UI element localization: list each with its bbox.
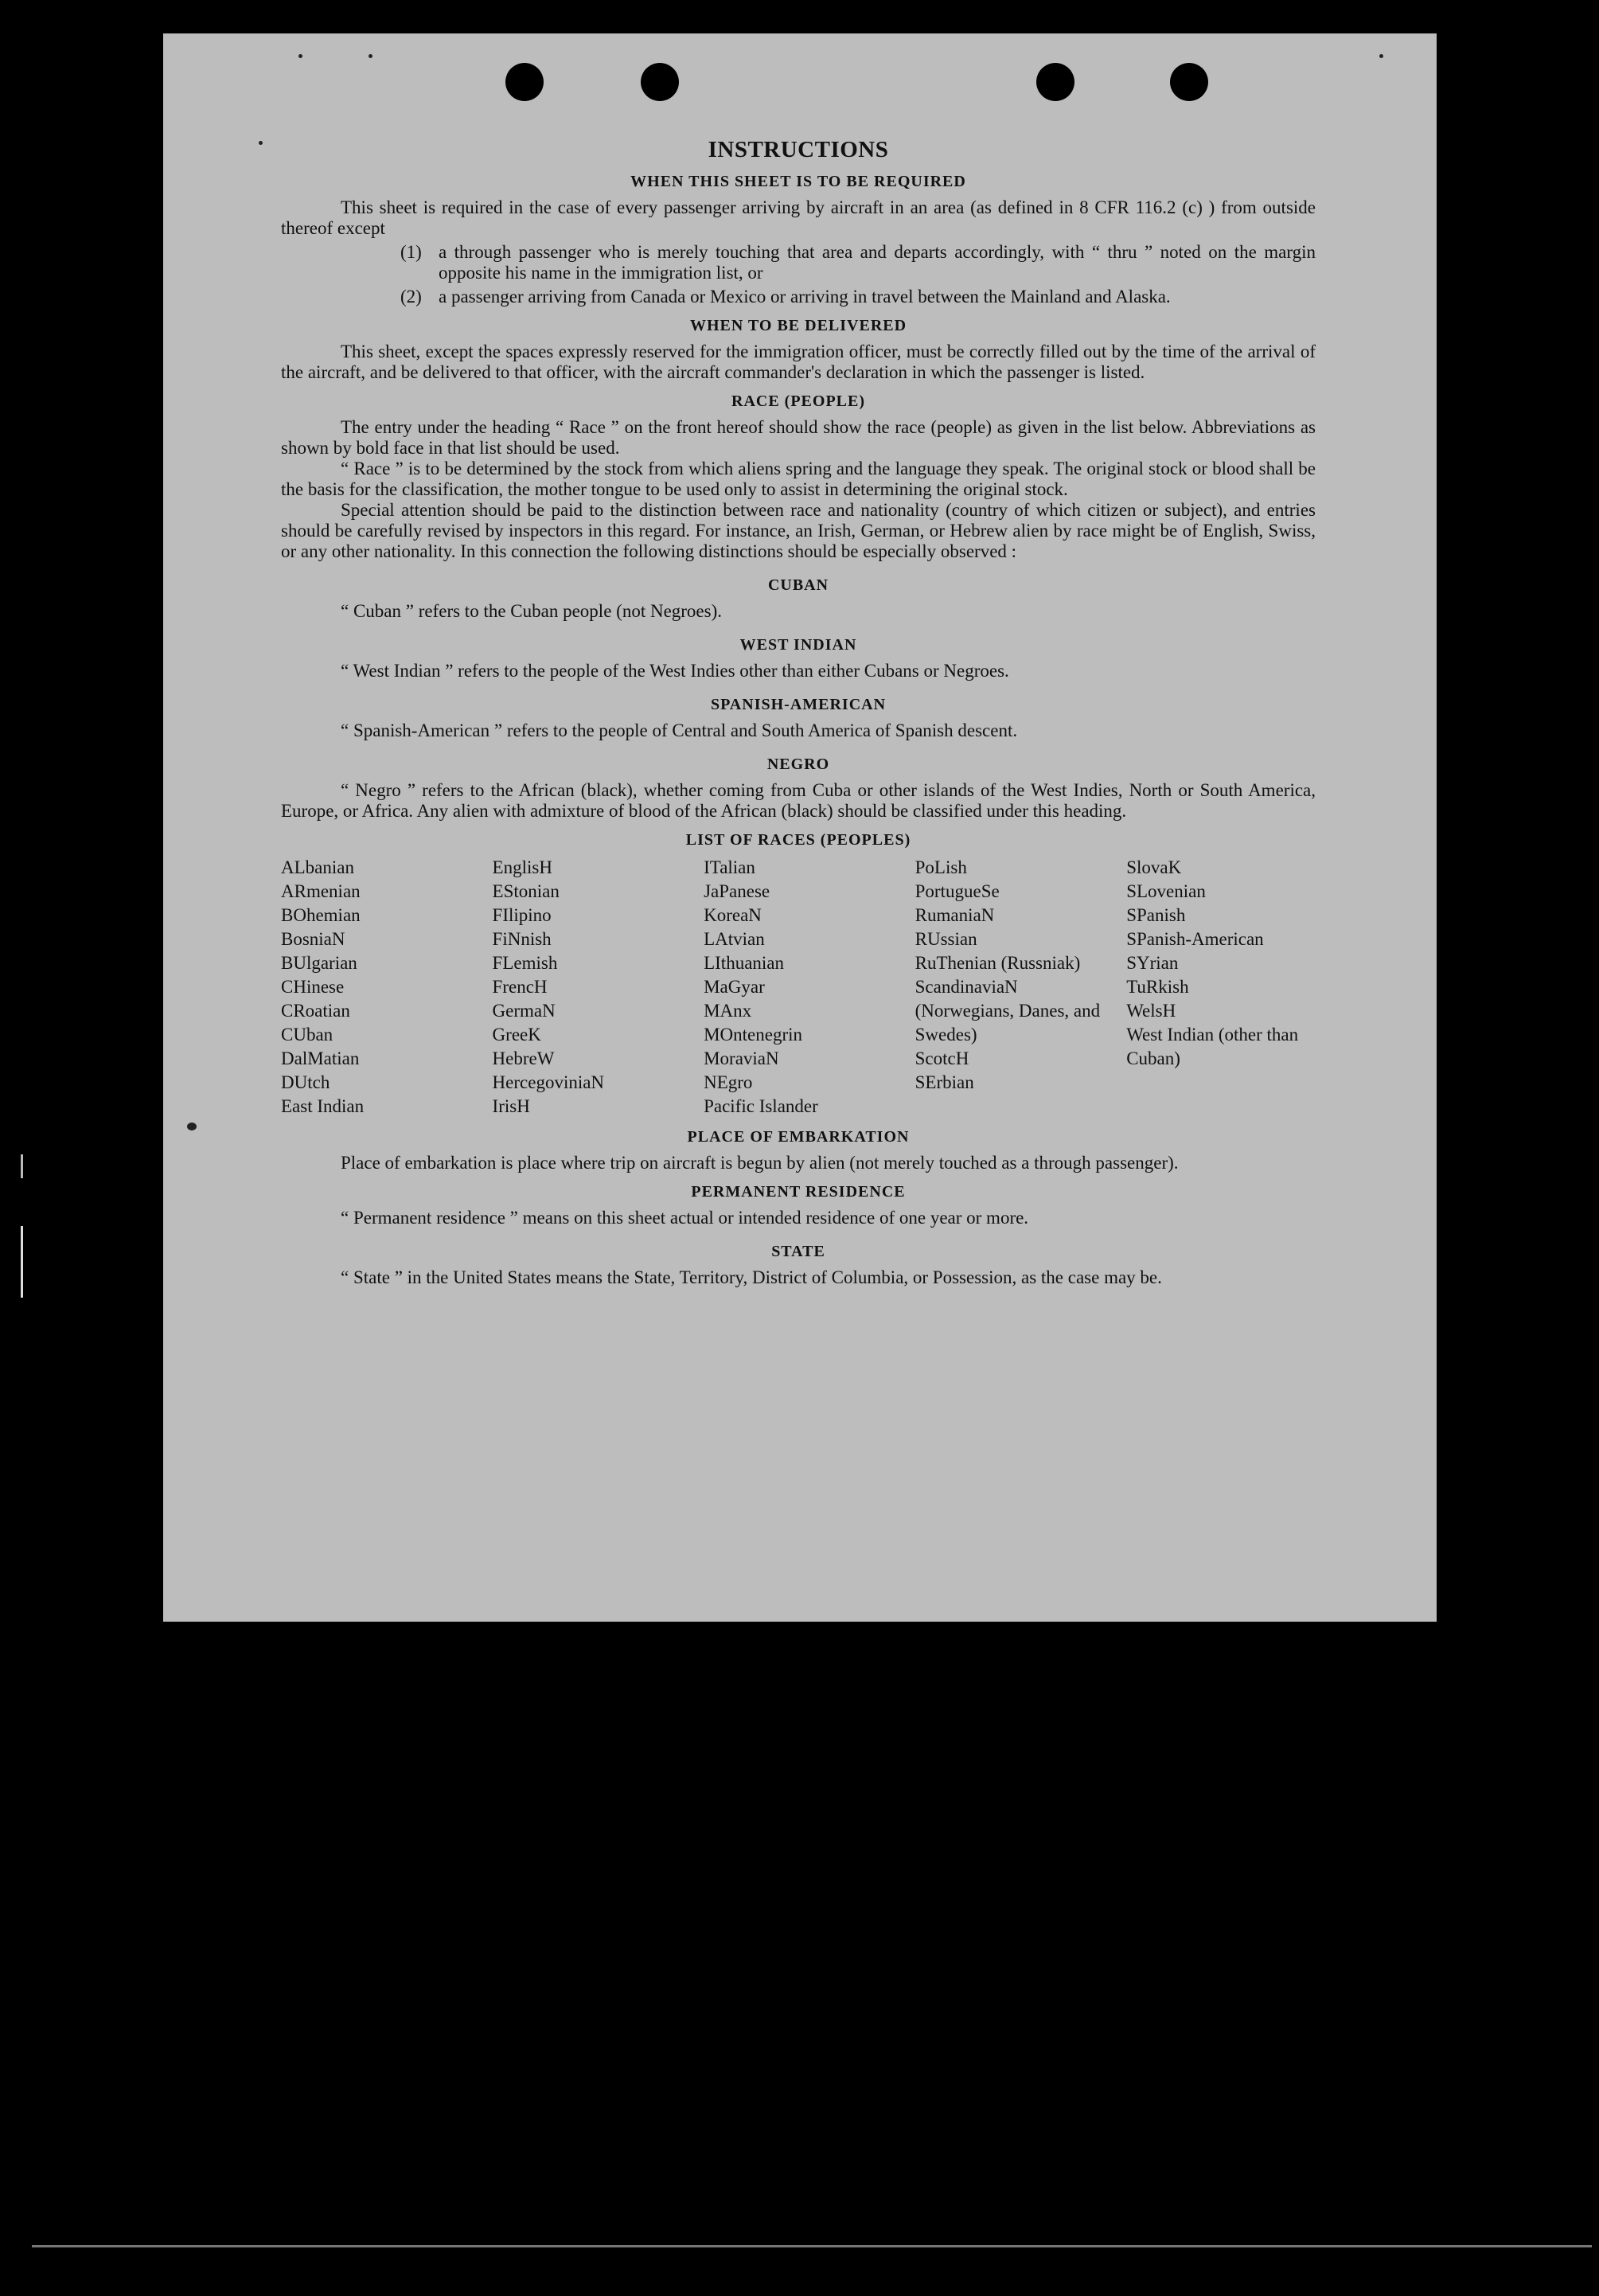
race-entry: IrisH (492, 1096, 530, 1116)
race-entry: HercegoviniaN (492, 1072, 605, 1092)
section-heading-list-of-races: LIST OF RACES (PEOPLES) (685, 831, 911, 849)
race-entry: SPanish (1126, 905, 1186, 925)
race-entry: BUlgarian (281, 953, 357, 973)
race-entry: WelsH (1126, 1001, 1176, 1021)
scan-bottom-line (32, 2245, 1592, 2247)
races-column (704, 856, 915, 1119)
page-title: INSTRUCTIONS (708, 137, 889, 162)
race-entry: BOhemian (281, 905, 361, 925)
race-entry: MoraviaN (704, 1048, 779, 1068)
race-entry: NEgro (704, 1072, 753, 1092)
when-required-text: This sheet is required in the case of every passenger arriving by aircraft in an area (as defined in 8 CFR 116.2 (c) ) from outside thereof except (281, 197, 1316, 238)
condition-text: a passenger arriving from Canada or Mexico or arriving in travel between the Mainland and Alaska. (439, 287, 1171, 307)
section-heading-race: RACE (PEOPLE) (731, 392, 865, 410)
instruction-sheet (163, 33, 1437, 1622)
race-paragraph: “ Race ” is to be determined by the stock from which aliens spring and the language they speak. The original stock or blood shall be the basis for the classification, the mother tongue to be used only to assist in determining the original stock. (281, 459, 1316, 499)
race-entry: CRoatian (281, 1001, 350, 1021)
race-entry: TuRkish (1126, 977, 1189, 997)
permanent-residence-text: “ Permanent residence ” means on this sheet actual or intended residence of one year or more. (341, 1208, 1029, 1228)
race-entry: SYrian (1126, 953, 1179, 973)
scan-speck (1379, 54, 1383, 58)
section-heading-when-delivered: WHEN TO BE DELIVERED (689, 317, 907, 334)
state-text: “ State ” in the United States means the State, Territory, District of Columbia, or Possession, as the case may be. (341, 1267, 1162, 1287)
punch-hole (1170, 63, 1208, 101)
section-heading-place-of-embarkation: PLACE OF EMBARKATION (687, 1128, 910, 1146)
race-entry: SErbian (915, 1072, 974, 1092)
race-entry: FrencH (492, 977, 548, 997)
races-column (915, 856, 1127, 1119)
race-entry: ITalian (704, 857, 755, 877)
race-entry: PortugueSe (915, 881, 1000, 901)
when-delivered-text: This sheet, except the spaces expressly reserved for the immigration officer, must be correctly filled out by the time of the arrival of the aircraft, and be delivered to that officer, with the aircraft commander's declaration in which the passenger is listed. (281, 342, 1316, 382)
section-heading-west-indian: WEST INDIAN (739, 636, 857, 654)
race-entry: ALbanian (281, 857, 354, 877)
section-heading-spanish-american: SPANISH-AMERICAN (710, 696, 887, 713)
races-column (1126, 856, 1316, 1119)
place-of-embarkation-text: Place of embarkation is place where trip on aircraft is begun by alien (not merely touched as a through passenger). (341, 1153, 1179, 1173)
race-entry: ScotcH (915, 1048, 969, 1068)
west-indian-text: “ West Indian ” refers to the people of the West Indies other than either Cubans or Negroes. (341, 661, 1009, 681)
race-entry: ScandinaviaN (Norwegians, Danes, and Swedes) (915, 977, 1101, 1045)
scan-speck (187, 1123, 197, 1130)
condition-item (400, 242, 1316, 283)
cuban-text: “ Cuban ” refers to the Cuban people (not Negroes). (341, 601, 723, 621)
condition-number: (1) (400, 242, 422, 262)
race-entry: HebreW (492, 1048, 555, 1068)
section-heading-state: STATE (771, 1243, 825, 1260)
race-entry: KoreaN (704, 905, 762, 925)
race-entry: SPanish-American (1126, 929, 1264, 949)
race-entry: RumaniaN (915, 905, 995, 925)
condition-text: a through passenger who is merely touching that area and departs accordingly, with “ thru ” noted on the margin opposite his name in the immigration list, or (439, 242, 1316, 283)
race-entry: East Indian (281, 1096, 365, 1116)
race-entry: GreeK (492, 1025, 541, 1045)
scan-edge-mark (21, 1226, 23, 1298)
section-heading-permanent-residence: PERMANENT RESIDENCE (691, 1183, 906, 1201)
section-heading-when-required: WHEN THIS SHEET IS TO BE REQUIRED (630, 173, 966, 190)
negro-text: “ Negro ” refers to the African (black), whether coming from Cuba or other islands of the West Indies, North or South America, Europe, or Africa. Any alien with admixture of blood of the African (black) should be classified under this heading. (281, 780, 1316, 821)
race-entry: EnglisH (492, 857, 552, 877)
punch-hole (641, 63, 679, 101)
race-entry: JaPanese (704, 881, 770, 901)
races-list (281, 856, 1316, 1119)
race-entry: MaGyar (704, 977, 765, 997)
condition-item (400, 287, 1316, 307)
race-entry: FiNnish (492, 929, 552, 949)
section-heading-negro: NEGRO (766, 756, 830, 773)
races-column (281, 856, 493, 1119)
race-entry: FIlipino (492, 905, 552, 925)
race-entry: MAnx (704, 1001, 752, 1021)
race-entry: DUtch (281, 1072, 330, 1092)
race-entry: RuThenian (Russniak) (915, 953, 1081, 973)
punch-hole (1036, 63, 1074, 101)
race-paragraph: Special attention should be paid to the distinction between race and nationality (country of which citizen or subject), and entries should be carefully revised by inspectors in this regard. For instance, an Irish, German, or Hebrew alien by race might be of English, Swiss, or any other nationality. In this connection the following distinctions should be especially observed : (281, 500, 1316, 561)
race-entry: ARmenian (281, 881, 361, 901)
race-entry: Pacific Islander (704, 1096, 818, 1116)
spanish-american-text: “ Spanish-American ” refers to the people of Central and South America of Spanish descent. (341, 720, 1018, 740)
race-entry: PoLish (915, 857, 967, 877)
race-entry: West Indian (other than Cuban) (1126, 1025, 1299, 1068)
scan-speck (259, 141, 263, 145)
scan-edge-mark (21, 1154, 23, 1178)
section-heading-cuban: CUBAN (767, 576, 829, 594)
race-entry: CUban (281, 1025, 333, 1045)
race-entry: RUssian (915, 929, 977, 949)
races-column (493, 856, 704, 1119)
race-entry: GermaN (492, 1001, 556, 1021)
race-entry: LIthuanian (704, 953, 784, 973)
race-entry: BosniaN (281, 929, 345, 949)
scan-speck (298, 54, 302, 58)
race-entry: SLovenian (1126, 881, 1206, 901)
race-paragraph: The entry under the heading “ Race ” on the front hereof should show the race (people) as given in the list below. Abbreviations as shown by bold face in that list should be used. (281, 417, 1316, 458)
race-entry: LAtvian (704, 929, 765, 949)
race-entry: FLemish (492, 953, 558, 973)
condition-number: (2) (400, 287, 422, 307)
race-entry: MOntenegrin (704, 1025, 803, 1045)
race-entry: DalMatian (281, 1048, 360, 1068)
race-entry: EStonian (492, 881, 560, 901)
race-entry: SlovaK (1126, 857, 1182, 877)
punch-hole (505, 63, 544, 101)
race-entry: CHinese (281, 977, 345, 997)
scan-speck (369, 54, 372, 58)
